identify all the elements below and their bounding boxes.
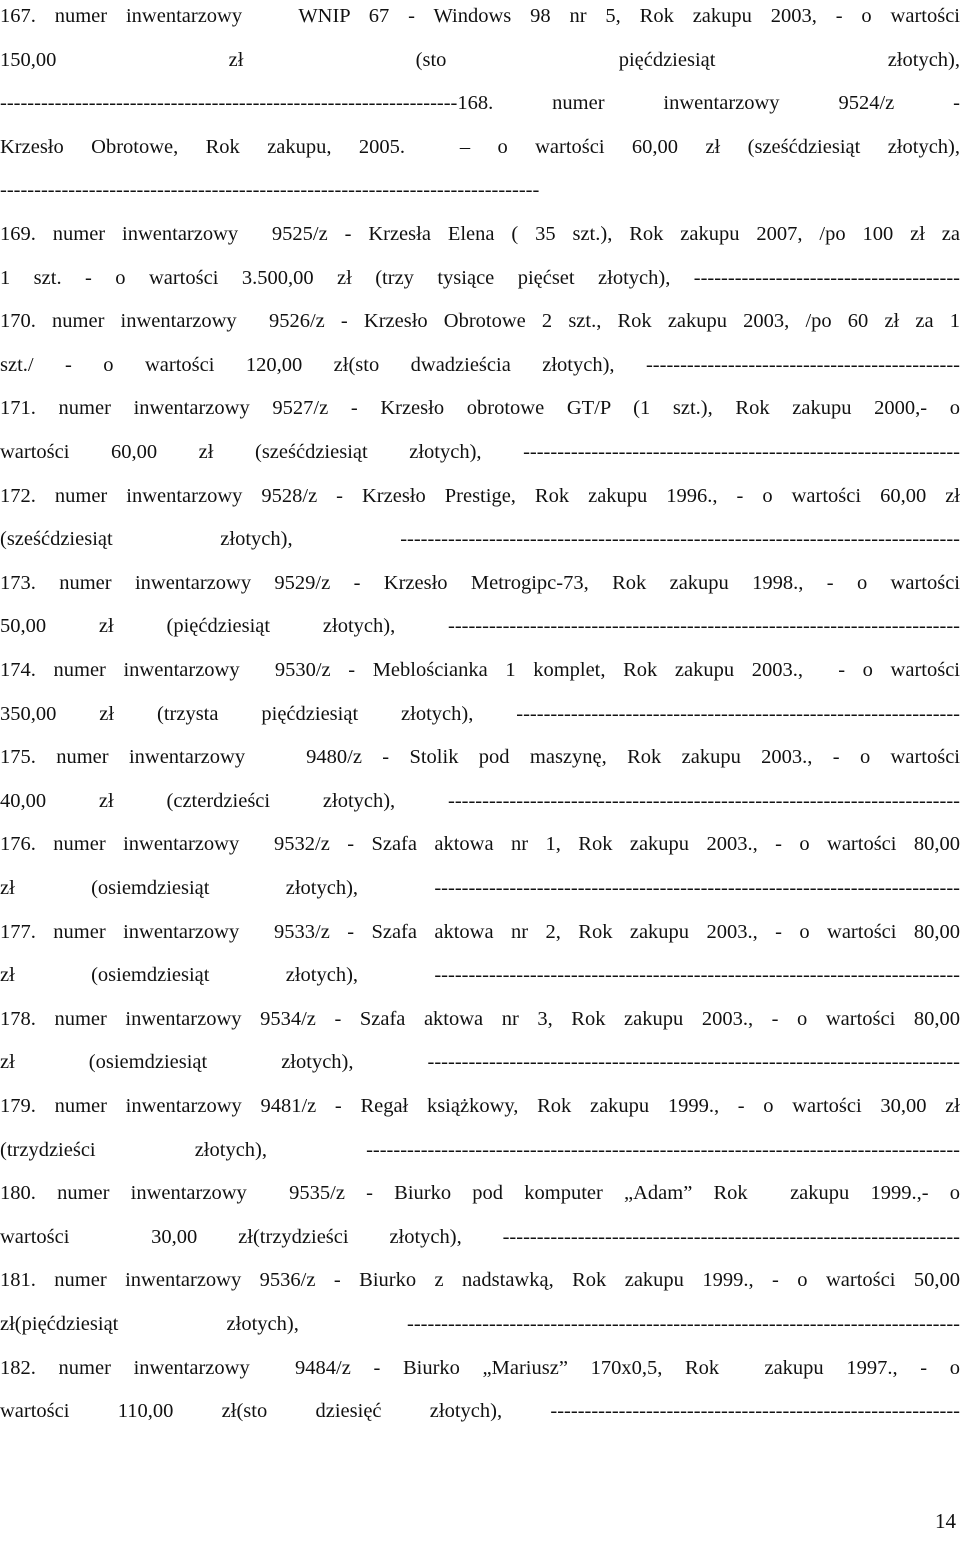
text-line: 169. numer inwentarzowy 9525/z - Krzesła Elena ( 35 szt.), Rok zakupu 2007, /po 100 zł za [0,223,960,245]
text-line: 350,00 zł (trzysta pięćdziesiąt złotych), ----------------------------------------------------------------- [0,702,960,725]
text-line: 179. numer inwentarzowy 9481/z - Regał książkowy, Rok zakupu 1999., - o wartości 30,00 zł [0,1095,960,1117]
text-line: 171. numer inwentarzowy 9527/z - Krzesło obrotowe GT/P (1 szt.), Rok zakupu 2000,- o [0,397,960,420]
text-line: 50,00 zł (pięćdziesiąt złotych), --------------------------------------------------------------------------- [0,615,960,638]
text-line: zł (osiemdziesiąt złotych), ------------------------------------------------------------------------------ [0,1051,960,1074]
text-line: 40,00 zł (czterdzieści złotych), --------------------------------------------------------------------------- [0,789,960,812]
text-line: wartości 30,00 zł(trzydzieści złotych), ------------------------------------------------------------------- [0,1225,960,1248]
text-line: (trzydzieści złotych), --------------------------------------------------------------------------------------- [0,1138,960,1161]
text-line: 178. numer inwentarzowy 9534/z - Szafa aktowa nr 3, Rok zakupu 2003., - o wartości 80,00 [0,1007,960,1030]
text-line: 167. numer inwentarzowy WNIP 67 - Windows 98 nr 5, Rok zakupu 2003, - o wartości [0,5,960,27]
text-line: Krzesło Obrotowe, Rok zakupu, 2005. – o wartości 60,00 zł (sześćdziesiąt złotych), [0,135,960,158]
text-line: 181. numer inwentarzowy 9536/z - Biurko z nadstawką, Rok zakupu 1999., - o wartości 50,00 [0,1269,960,1292]
text-line: ------------------------------------------------------------------------------- [0,179,540,202]
text-line: 182. numer inwentarzowy 9484/z - Biurko „Mariusz” 170x0,5, Rok zakupu 1997., - o [0,1356,960,1379]
text-line: 170. numer inwentarzowy 9526/z - Krzesło Obrotowe 2 szt., Rok zakupu 2003, /po 60 zł za 1 [0,310,960,333]
text-line: -------------------------------------------------------------------168. numer inwentarzowy 9524/z - [0,92,960,115]
text-line: 175. numer inwentarzowy 9480/z - Stolik pod maszynę, Rok zakupu 2003., - o wartości [0,746,960,769]
text-line: 180. numer inwentarzowy 9535/z - Biurko pod komputer „Adam” Rok zakupu 1999.,- o [0,1182,960,1205]
text-line: 177. numer inwentarzowy 9533/z - Szafa aktowa nr 2, Rok zakupu 2003., - o wartości 80,00 [0,920,960,943]
text-line: wartości 60,00 zł (sześćdziesiąt złotych), ---------------------------------------------------------------- [0,441,960,463]
text-line: 150,00 zł (sto pięćdziesiąt złotych), [0,48,960,71]
text-line: szt./ - o wartości 120,00 zł(sto dwadzieścia złotych), ---------------------------------------------- [0,353,960,376]
text-line: (sześćdziesiąt złotych), ---------------------------------------------------------------------------------- [0,528,960,551]
text-line: wartości 110,00 zł(sto dziesięć złotych), ------------------------------------------------------------ [0,1400,960,1423]
text-line: 174. numer inwentarzowy 9530/z - Meblościanka 1 komplet, Rok zakupu 2003., - o wartości [0,659,960,681]
text-line: zł (osiemdziesiąt złotych), ----------------------------------------------------------------------------- [0,964,960,987]
text-line: 172. numer inwentarzowy 9528/z - Krzesło Prestige, Rok zakupu 1996., - o wartości 60,00 zł [0,484,960,507]
text-line: 176. numer inwentarzowy 9532/z - Szafa aktowa nr 1, Rok zakupu 2003., - o wartości 80,00 [0,833,960,856]
text-line: 1 szt. - o wartości 3.500,00 zł (trzy tysiące pięćset złotych), --------------------------------------- [0,266,960,289]
page-number: 14 [935,1509,956,1533]
text-line: 173. numer inwentarzowy 9529/z - Krzesło Metrogipc-73, Rok zakupu 1998., - o wartości [0,571,960,594]
text-line: zł (osiemdziesiąt złotych), ----------------------------------------------------------------------------- [0,877,960,899]
text-line: zł(pięćdziesiąt złotych), --------------------------------------------------------------------------------- [0,1313,960,1335]
